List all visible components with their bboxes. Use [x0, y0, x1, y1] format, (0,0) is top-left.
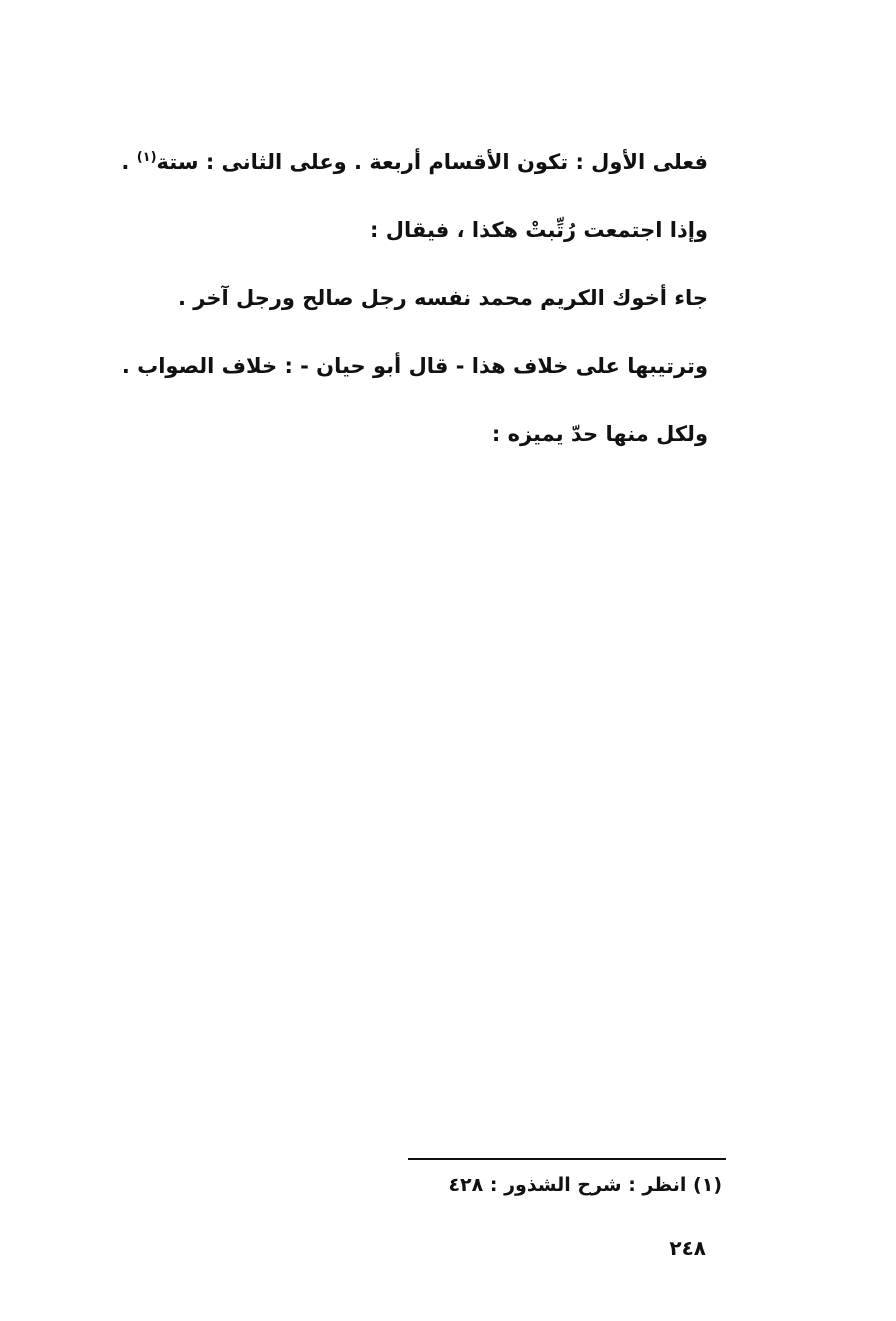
page-number: ٢٤٨: [669, 1236, 706, 1260]
paragraph-line-4: وترتيبها على خلاف هذا - قال أبو حيان - : خلاف الصواب .: [121, 354, 708, 378]
line-1-text: فعلى الأول : تكون الأقسام أربعة . وعلى الثانى : ستة: [156, 150, 708, 174]
footnote-divider: [408, 1158, 726, 1160]
paragraph-line-5: ولكل منها حدّ يميزه :: [491, 422, 708, 446]
paragraph-line-1: [108, 128, 708, 196]
line-1-end: .: [121, 150, 137, 174]
footnote: (١) انظر : شرح الشذور : ٤٢٨: [448, 1174, 722, 1196]
footnote-reference: (١): [136, 150, 157, 165]
paragraph-line-3: جاء أخوك الكريم محمد نفسه رجل صالح ورجل آخر .: [177, 286, 708, 310]
paragraph-line-2: وإذا اجتمعت رُتِّبتْ هكذا ، فيقال :: [370, 218, 708, 242]
body-text: [108, 128, 708, 468]
